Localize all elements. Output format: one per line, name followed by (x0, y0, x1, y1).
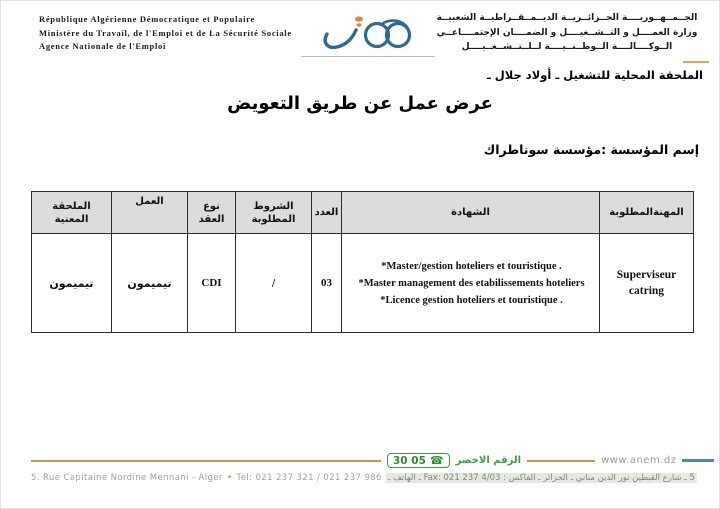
phone-icon: ☎ (429, 454, 444, 467)
profession-line: Superviseur (616, 269, 677, 281)
table-header-row (32, 192, 694, 234)
cell-profession (600, 234, 694, 333)
footer-address-line (31, 473, 714, 483)
header-arabic-block (431, 11, 703, 55)
cell-count: 03 (312, 234, 342, 333)
cell-conditions: / (236, 234, 312, 333)
cell-contract-type: CDI (188, 234, 236, 333)
header-french-line: Ministère du Travail, de l'Emploi et de La Sécurité Sociale (39, 27, 292, 38)
address-arabic: 5 ـ شارع القبطين نور الدين مناني ـ الجزائر ـ الفاكس : Fax: 021 237 4/03 ـ الهاتف ـ (387, 473, 695, 483)
header-arabic-line: الجــمــهــوريــــة الجــزائــريــة الديــمــقــراطيــة الشعبيــة (436, 13, 698, 23)
local-annex-line: الملحقة المحلية للتشغيل ـ أولاد جلال ـ (486, 68, 703, 82)
header-arabic-line: وزارة العمــــل و التــشــغيــــل و الضمــــان الإجتمــــاعــي (436, 27, 698, 38)
col-header-count: العدد (312, 192, 342, 234)
company-name-line: إسم المؤسسة :مؤسسة سوناطراك (483, 142, 699, 157)
anem-logo (319, 8, 425, 56)
gold-divider-line (527, 460, 595, 462)
profession-line: catring (628, 285, 665, 297)
address-latin: 5. Rue Capitaine Nordine Mennani - Alger (31, 473, 223, 483)
certificate-line: *Licence gestion hoteliers et touristique . (380, 294, 563, 306)
col-header-conditions: الشروط المطلوبة (236, 192, 312, 234)
footer-strip (31, 453, 714, 468)
gold-divider-line (31, 460, 381, 462)
green-number-label: الرقم الاخضر (455, 455, 522, 466)
green-number-value: 30 05 (393, 454, 426, 467)
col-header-contract-type: نوع العقد (188, 192, 236, 234)
job-offer-table (31, 191, 694, 333)
teal-divider-line (682, 459, 714, 462)
page-title: عرض عمل عن طريق التعويض (227, 93, 493, 114)
header-arabic-line: الــوكــــالــــة الــوطــنــيــــة لــلــتــشــغــيــــل (461, 42, 673, 52)
col-header-workplace: العمل (112, 192, 188, 234)
certificate-line: *Master management des etabilissements hoteliers (358, 277, 585, 289)
cell-certificates (342, 234, 600, 333)
header-french-line: Agence Nationale de l'Emploi (39, 41, 167, 51)
header-french-block (39, 13, 329, 54)
col-header-profession: المهنةالمطلوبة (600, 192, 694, 234)
cell-annex: تيميمون (32, 234, 112, 333)
phone-latin: Tel: 021 237 321 / 021 237 986 (236, 473, 382, 483)
table-row (32, 234, 694, 333)
green-number-badge (387, 453, 450, 468)
col-header-certificate: الشهادة (342, 192, 600, 234)
decorative-dash (683, 61, 709, 63)
logo-underline (301, 56, 435, 57)
header-french-line: République Algérienne Démocratique et Populaire (39, 14, 255, 24)
certificate-line: *Master/gestion hoteliers et touristique . (381, 260, 562, 272)
website-url: www.anem.dz (601, 455, 677, 466)
cell-workplace: تيميمون (112, 234, 188, 333)
anem-logo-graphic (319, 8, 425, 56)
col-header-annex: الملحقة المعنية (32, 192, 112, 234)
orange-bullet-icon: • (226, 473, 233, 483)
